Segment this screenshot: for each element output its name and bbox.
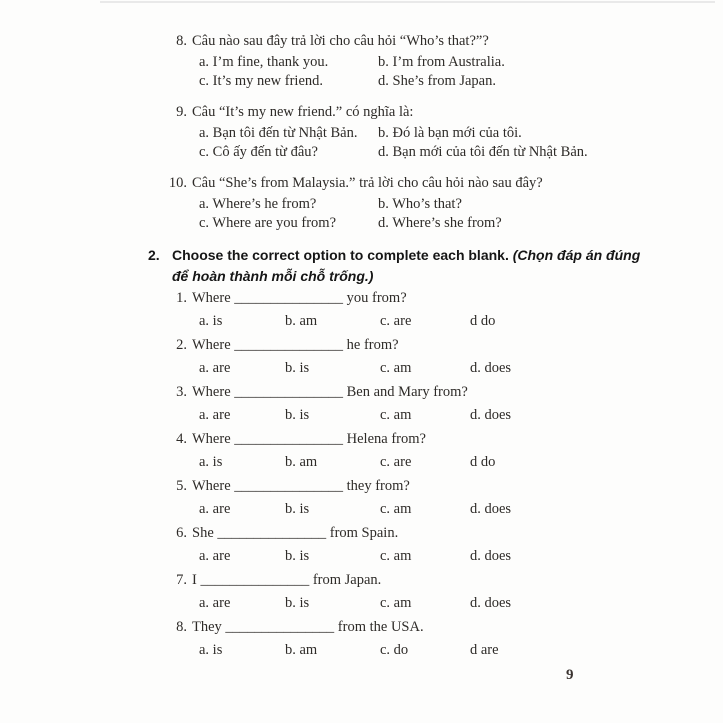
option-b: b. Đó là bạn mới của tôi.	[378, 125, 522, 141]
option-d: d. Bạn mới của tôi đến từ Nhật Bản.	[378, 143, 588, 160]
option-b: b. is	[285, 501, 310, 517]
option-d: d. does	[470, 595, 512, 611]
options-grid	[199, 124, 708, 161]
options-row	[199, 547, 708, 565]
section-heading	[148, 245, 708, 287]
option-c: c. It’s my new friend.	[199, 72, 324, 89]
option-a: a. are	[199, 360, 231, 376]
option-b: b. am	[285, 454, 318, 470]
option-a: a. is	[199, 454, 223, 470]
options-grid	[199, 53, 708, 90]
option-b: b. is	[285, 360, 310, 376]
question-text: Câu nào sau đây trả lời cho câu hỏi “Who’s that?”?	[192, 33, 489, 49]
option-c: c. are	[380, 454, 412, 470]
option-a: a. are	[199, 407, 231, 423]
question-text: I _______________ from Japan.	[192, 572, 382, 588]
question-text: Câu “She’s from Malaysia.” trả lời cho câu hỏi nào sau đây?	[192, 175, 543, 191]
part2-question-3	[165, 383, 708, 424]
section-title-vietnamese-line2: để hoàn thành mỗi chỗ trống.)	[172, 268, 374, 284]
option-a: a. are	[199, 548, 231, 564]
option-d: d. Where’s she from?	[378, 214, 502, 231]
option-c: c. do	[380, 642, 409, 658]
option-c: c. am	[380, 501, 412, 517]
option-c: c. am	[380, 360, 412, 376]
options-row	[199, 641, 708, 659]
question-text: Câu “It’s my new friend.” có nghĩa là:	[192, 104, 414, 120]
part2-question-7	[165, 571, 708, 612]
option-b: b. is	[285, 407, 310, 423]
section-title-english: Choose the correct option to complete each blank.	[172, 247, 509, 263]
question-number: 6.	[176, 525, 187, 541]
option-a: a. I’m fine, thank you.	[199, 54, 329, 70]
question-number: 4.	[176, 431, 187, 447]
option-d: d. does	[470, 501, 512, 517]
part2-question-list	[148, 289, 708, 659]
options-grid	[199, 195, 708, 232]
question-text: Where _______________ Helena from?	[192, 431, 426, 447]
option-c: c. are	[380, 313, 412, 329]
option-c: c. am	[380, 407, 412, 423]
options-row	[199, 453, 708, 471]
part1-question-10	[165, 174, 708, 232]
option-b: b. Who’s that?	[378, 196, 462, 212]
option-c: c. Where are you from?	[199, 214, 337, 231]
question-number: 7.	[176, 572, 187, 588]
question-number: 9.	[176, 104, 187, 120]
question-number: 8.	[176, 33, 187, 49]
option-a: a. are	[199, 501, 231, 517]
option-a: a. Bạn tôi đến từ Nhật Bản.	[199, 125, 358, 141]
option-d: d. She’s from Japan.	[378, 72, 496, 89]
part2-question-5	[165, 477, 708, 518]
option-c: c. am	[380, 548, 412, 564]
question-text: Where _______________ they from?	[192, 478, 410, 494]
question-text: Where _______________ he from?	[192, 337, 399, 353]
section-number: 2.	[148, 247, 160, 263]
part1-question-8	[165, 32, 708, 90]
options-row	[199, 359, 708, 377]
options-row	[199, 312, 708, 330]
question-number: 2.	[176, 337, 187, 353]
section-title	[172, 245, 640, 287]
option-a: a. is	[199, 313, 223, 329]
page-content	[148, 32, 708, 665]
option-d: d do	[470, 454, 496, 470]
option-d: d. does	[470, 407, 512, 423]
part2-question-1	[165, 289, 708, 330]
option-c: c. am	[380, 595, 412, 611]
option-d: d. does	[470, 360, 512, 376]
option-b: b. am	[285, 313, 318, 329]
options-row	[199, 594, 708, 612]
option-a: a. Where’s he from?	[199, 196, 317, 212]
question-text: Where _______________ you from?	[192, 290, 407, 306]
question-number: 1.	[176, 290, 187, 306]
question-text: She _______________ from Spain.	[192, 525, 399, 541]
part1-question-9	[165, 103, 708, 161]
page-number: 9	[566, 667, 574, 683]
section-title-vietnamese: (Chọn đáp án đúng	[512, 247, 641, 263]
option-b: b. is	[285, 548, 310, 564]
option-a: a. is	[199, 642, 223, 658]
option-b: b. is	[285, 595, 310, 611]
options-row	[199, 406, 708, 424]
question-number: 8.	[176, 619, 187, 635]
part2-question-2	[165, 336, 708, 377]
options-row	[199, 500, 708, 518]
part2-question-6	[165, 524, 708, 565]
option-d: d. does	[470, 548, 512, 564]
option-d: d do	[470, 313, 496, 329]
question-text: Where _______________ Ben and Mary from?	[192, 384, 468, 400]
question-number: 5.	[176, 478, 187, 494]
question-text: They _______________ from the USA.	[192, 619, 424, 635]
option-d: d are	[470, 642, 499, 658]
page-edge-line	[100, 1, 715, 3]
option-a: a. are	[199, 595, 231, 611]
option-c: c. Cô ấy đến từ đâu?	[199, 143, 318, 160]
part2-question-8	[165, 618, 708, 659]
question-number: 3.	[176, 384, 187, 400]
option-b: b. am	[285, 642, 318, 658]
part2-question-4	[165, 430, 708, 471]
option-b: b. I’m from Australia.	[378, 54, 505, 70]
question-number: 10.	[168, 175, 187, 191]
